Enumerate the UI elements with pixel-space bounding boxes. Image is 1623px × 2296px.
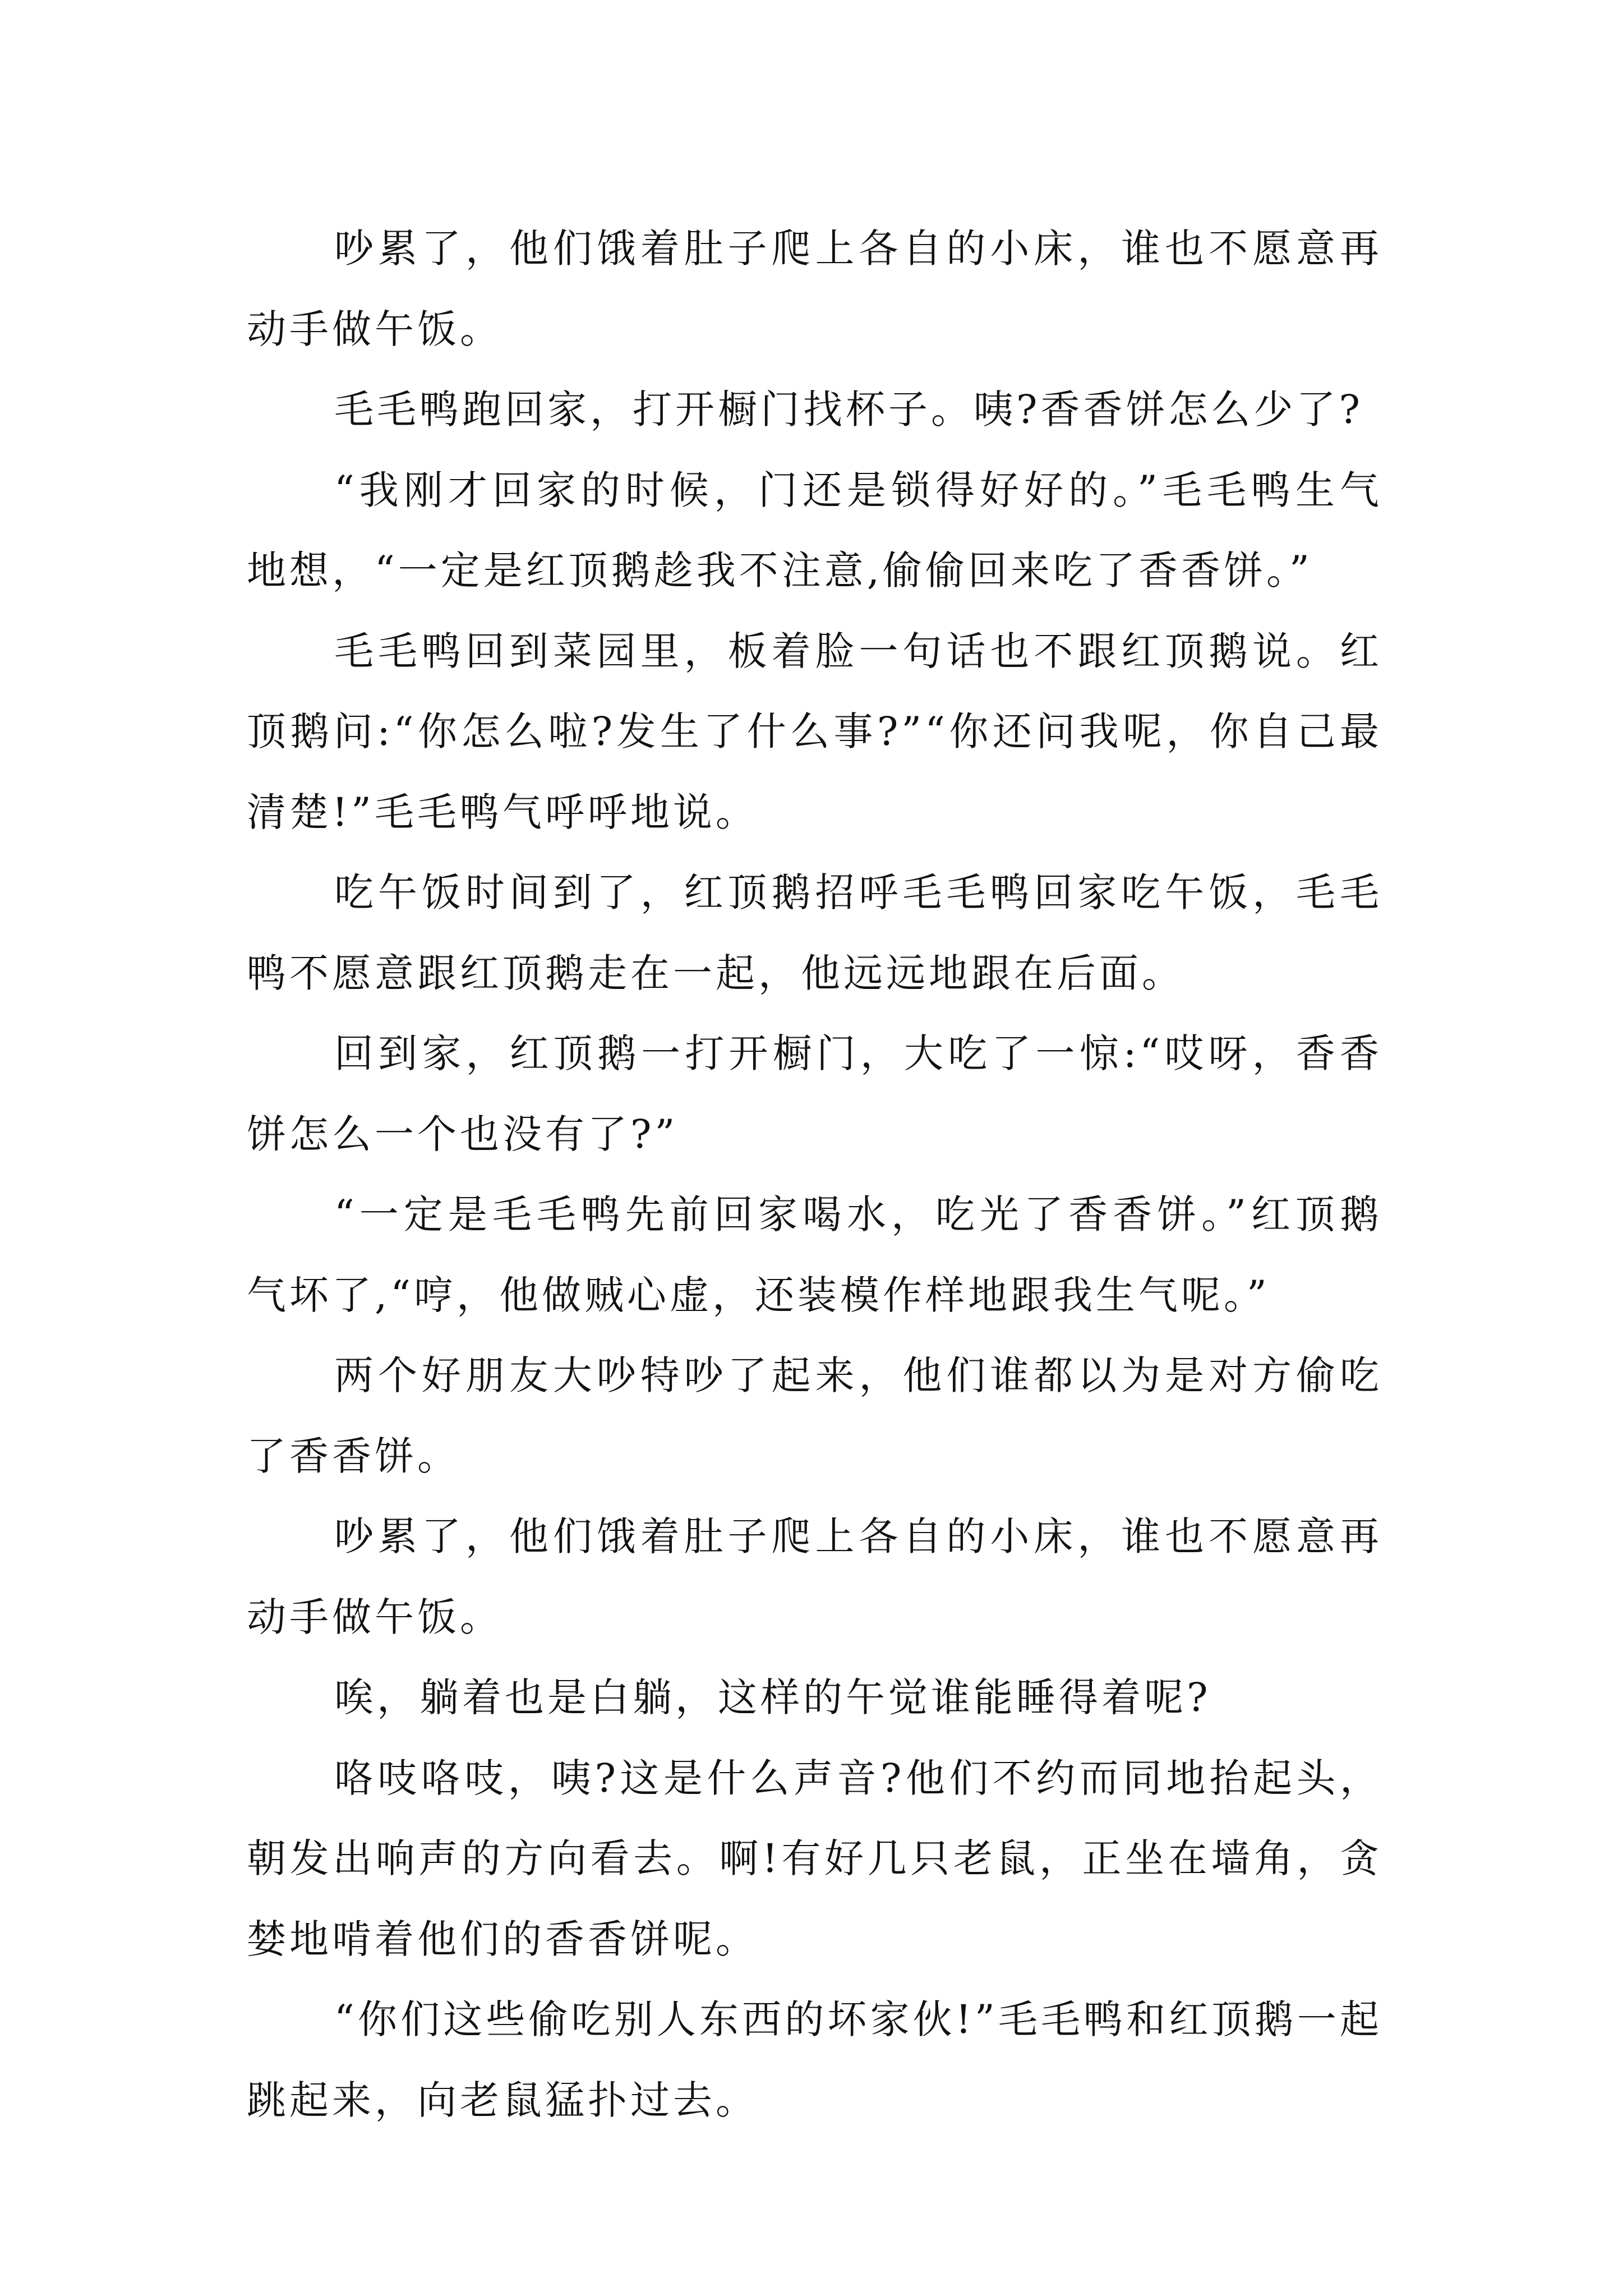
paragraph-6: 回到家，红顶鹅一打开橱门，大吃了一惊:“哎呀，香香饼怎么一个也没有了?” — [247, 1030, 1382, 1157]
paragraph-12: “你们这些偷吃别人东西的坏家伙!”毛毛鸭和红顶鹅一起跳起来，向老鼠猛扑过去。 — [247, 1996, 1382, 2123]
paragraph-1: 吵累了，他们饿着肚子爬上各自的小床，谁也不愿意再动手做午饭。 — [247, 226, 1382, 352]
paragraph-11: 咯吱咯吱，咦?这是什么声音?他们不约而同地抬起头，朝发出响声的方向看去。啊!有好几只老鼠，正坐在墙角，贪婪地啃着他们的香香饼呢。 — [247, 1755, 1382, 1962]
paragraph-3: “我刚才回家的时候，门还是锁得好好的。”毛毛鸭生气地想，“一定是红顶鹅趁我不注意,偷偷回来吃了香香饼。” — [247, 467, 1382, 593]
paragraph-7: “一定是毛毛鸭先前回家喝水，吃光了香香饼。”红顶鹅气坏了,“哼，他做贼心虚，还装模作样地跟我生气呢。” — [247, 1191, 1382, 1318]
paragraph-4: 毛毛鸭回到菜园里，板着脸一句话也不跟红顶鹅说。红顶鹅问:“你怎么啦?发生了什么事?”“你还问我呢，你自己最清楚!”毛毛鸭气呼呼地说。 — [247, 628, 1382, 835]
body-text — [247, 209, 1382, 2141]
paragraph-10: 唉，躺着也是白躺，这样的午觉谁能睡得着呢? — [334, 1674, 1211, 1720]
paragraph-9: 吵累了，他们饿着肚子爬上各自的小床，谁也不愿意再动手做午饭。 — [247, 1513, 1382, 1640]
paragraph-8: 两个好朋友大吵特吵了起来，他们谁都以为是对方偷吃了香香饼。 — [247, 1352, 1382, 1479]
paragraph-2: 毛毛鸭跑回家，打开橱门找杯子。咦?香香饼怎么少了? — [334, 386, 1364, 432]
paragraph-5: 吃午饭时间到了，红顶鹅招呼毛毛鸭回家吃午饭，毛毛鸭不愿意跟红顶鹅走在一起，他远远地跟在后面。 — [247, 869, 1382, 996]
